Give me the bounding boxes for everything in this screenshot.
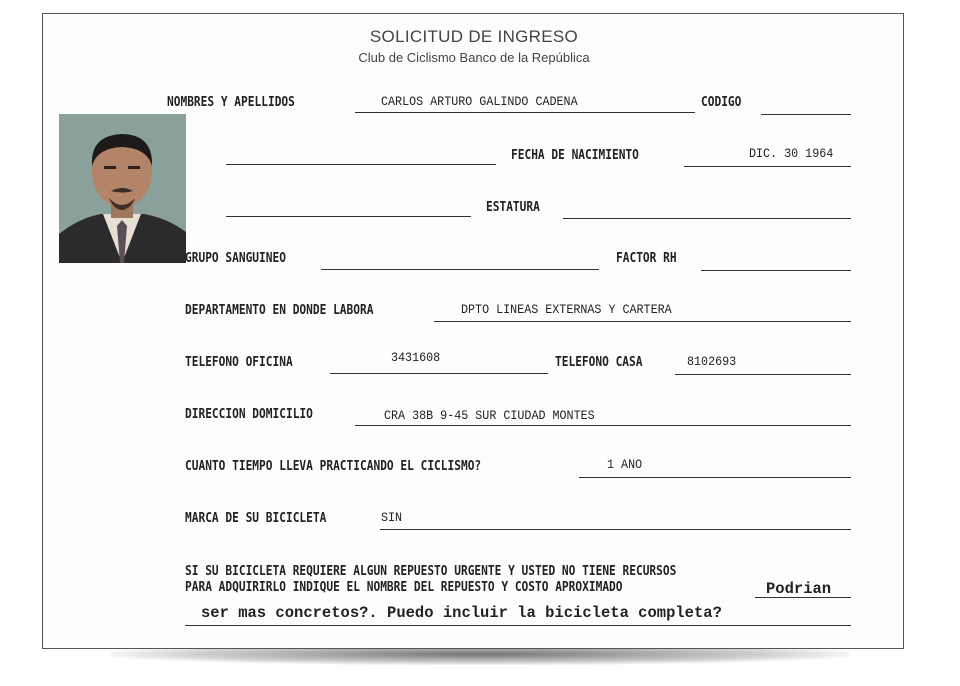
tiempo-value: 1 ANO bbox=[607, 457, 643, 472]
applicant-photo bbox=[59, 114, 186, 263]
fecha-label: FECHA DE NACIMIENTO bbox=[511, 148, 639, 163]
grupo-label: GRUPO SANGUINEO bbox=[185, 251, 286, 266]
direccion-line bbox=[355, 425, 851, 426]
direccion-value: CRA 38B 9-45 SUR CIUDAD MONTES bbox=[384, 408, 595, 423]
grupo-line bbox=[321, 269, 599, 270]
marca-value: SIN bbox=[381, 510, 403, 525]
factor-line bbox=[701, 270, 851, 271]
tel-oficina-label: TELEFONO OFICINA bbox=[185, 355, 293, 370]
marca-label: MARCA DE SU BICICLETA bbox=[185, 511, 327, 526]
blank-line-2 bbox=[226, 216, 471, 217]
repuesto-line-2 bbox=[185, 625, 851, 626]
tiempo-label: CUANTO TIEMPO LLEVA PRACTICANDO EL CICLISMO? bbox=[185, 459, 482, 474]
repuesto-line-1 bbox=[755, 597, 851, 598]
tel-casa-line bbox=[675, 374, 851, 375]
fecha-line bbox=[684, 166, 851, 167]
tel-casa-label: TELEFONO CASA bbox=[555, 355, 643, 370]
repuesto-label-line2: PARA ADQUIRIRLO INDIQUE EL NOMBRE DEL REPUESTO Y COSTO APROXIMADO bbox=[185, 580, 623, 595]
estatura-label: ESTATURA bbox=[486, 200, 540, 215]
estatura-line bbox=[563, 218, 851, 219]
blank-line-1 bbox=[226, 164, 496, 165]
factor-label: FACTOR RH bbox=[616, 251, 677, 266]
fecha-value: DIC. 30 1964 bbox=[749, 146, 834, 161]
application-form bbox=[42, 13, 904, 649]
direccion-label: DIRECCION DOMICILIO bbox=[185, 407, 313, 422]
departamento-label: DEPARTAMENTO EN DONDE LABORA bbox=[185, 303, 374, 318]
codigo-line bbox=[761, 114, 851, 115]
tel-oficina-line bbox=[330, 373, 548, 374]
departamento-line bbox=[434, 321, 851, 322]
nombres-line bbox=[355, 112, 695, 113]
tel-casa-value: 8102693 bbox=[687, 354, 737, 369]
marca-line bbox=[380, 529, 851, 530]
tiempo-line bbox=[579, 477, 851, 478]
departamento-value: DPTO LINEAS EXTERNAS Y CARTERA bbox=[461, 302, 672, 317]
repuesto-value-line2: ser mas concretos?. Puedo incluir la bicicleta completa? bbox=[201, 604, 722, 622]
repuesto-label-line1: SI SU BICICLETA REQUIERE ALGUN REPUESTO URGENTE Y USTED NO TIENE RECURSOS bbox=[185, 564, 677, 579]
form-title: SOLICITUD DE INGRESO bbox=[369, 27, 579, 46]
nombres-label: NOMBRES Y APELLIDOS bbox=[167, 95, 295, 110]
nombres-value: CARLOS ARTURO GALINDO CADENA bbox=[381, 94, 578, 109]
repuesto-value-line1: Podrian bbox=[766, 580, 832, 598]
tel-oficina-value: 3431608 bbox=[391, 350, 441, 365]
codigo-label: CODIGO bbox=[701, 95, 742, 110]
form-subtitle: Club de Ciclismo Banco de la República bbox=[358, 50, 590, 65]
